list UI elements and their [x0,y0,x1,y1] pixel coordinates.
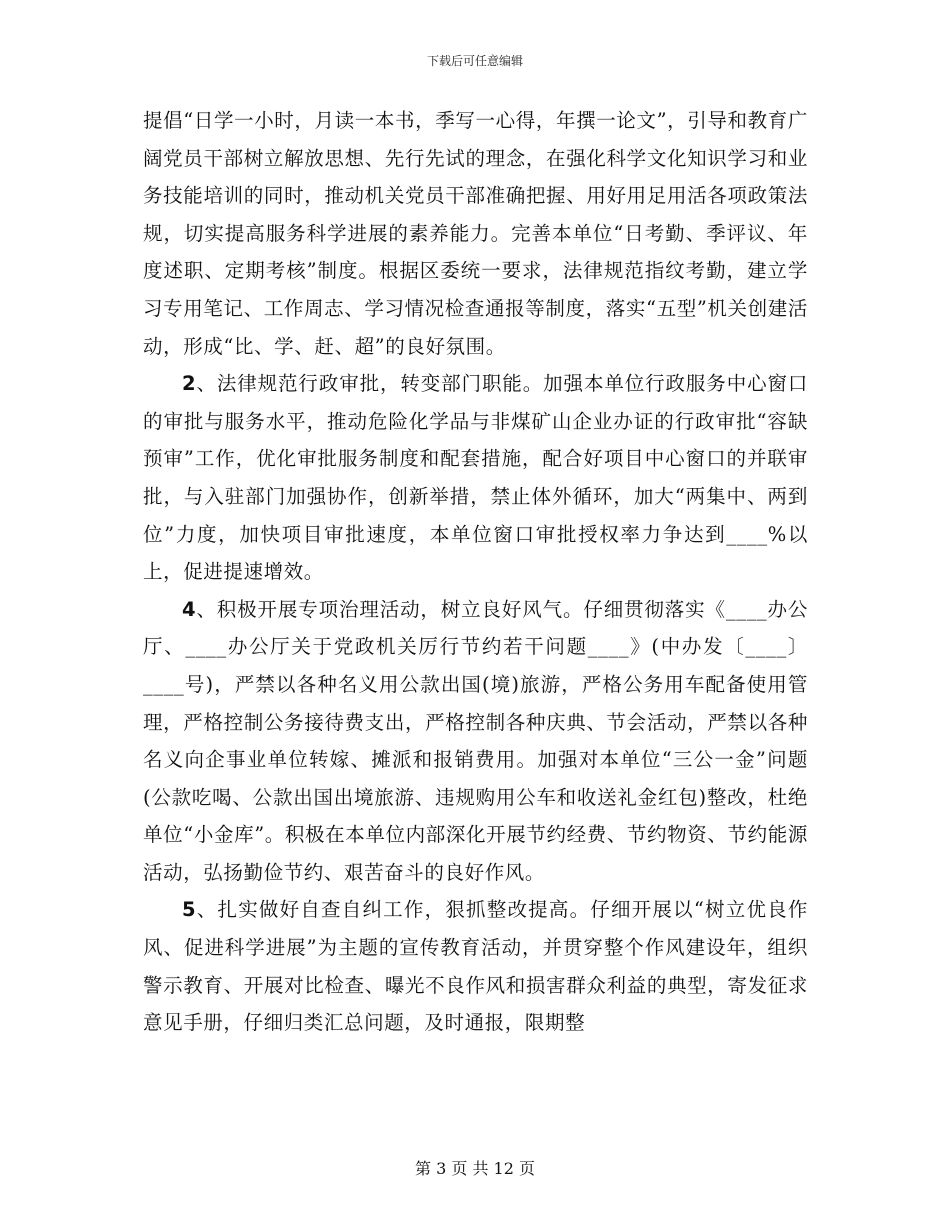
paragraph-4-text: 、扎实做好自查自纠工作，狠抓整改提高。仔细开展以“树立优良作风、促进科学进展”为主题的宣传教育活动，并贯穿整个作风建设年，组织警示教育、开展对比检查、曝光不良作风和损害群众利益的典型，寄发征求意见手册，仔细归类汇总问题，及时通报，限期整 [143,898,808,1035]
page-footer: 第 3 页 共 12 页 [415,1159,535,1178]
paragraph-2 [143,365,808,591]
paragraph-3-number: 4 [182,597,197,621]
paragraph-3-text: 、积极开展专项治理活动，树立良好风气。仔细贯彻落实《____办公厅、____办公厅关于党政机关厉行节约若干问题____》(中办发〔____〕____号)，严禁以各种名义用公款出国(境)旅游，严格公务用车配备使用管理，严格控制公务接待费支出，严格控制各种庆典、节会活动，严禁以各种名义向企事业单位转嫁、摊派和报销费用。加强对本单位“三公一金”问题(公款吃喝、公款出国出境旅游、违规购用公车和收送礼金红包)整改，杜绝单位“小金库”。积极在本单位内部深化开展节约经费、节约物资、节约能源活动，弘扬勤俭节约、艰苦奋斗的良好作风。 [143,597,808,884]
paragraph-1-text: 提倡“日学一小时，月读一本书，季写一心得，年撰一论文”，引导和教育广阔党员干部树立解放思想、先行先试的理念，在强化科学文化知识学习和业务技能培训的同时，推动机关党员干部准确把握、用好用足用活各项政策法规，切实提高服务科学进展的素养能力。完善本单位“日考勤、季评议、年度述职、定期考核”制度。根据区委统一要求，法律规范指纹考勤，建立学习专用笔记、工作周志、学习情况检查通报等制度，落实“五型”机关创建活动，形成“比、学、赶、超”的良好氛围。 [143,109,808,358]
page-header: 下载后可任意编辑 [426,54,523,68]
paragraph-2-text: 、法律规范行政审批，转变部门职能。加强本单位行政服务中心窗口的审批与服务水平，推动危险化学品与非煤矿山企业办证的行政审批“容缺预审”工作，优化审批服务制度和配套措施，配合好项目中心窗口的并联审批，与入驻部门加强协作，创新举措，禁止体外循环，加大“两集中、两到位”力度，加快项目审批速度，本单位窗口审批授权率力争达到____%以上，促进提速增效。 [143,372,808,584]
paragraph-4 [143,891,808,1041]
paragraph-4-number: 5 [182,898,197,922]
paragraph-3 [143,591,808,892]
paragraph-2-number: 2 [182,372,197,396]
paragraph-1 [143,102,808,365]
body-text [143,102,808,1042]
